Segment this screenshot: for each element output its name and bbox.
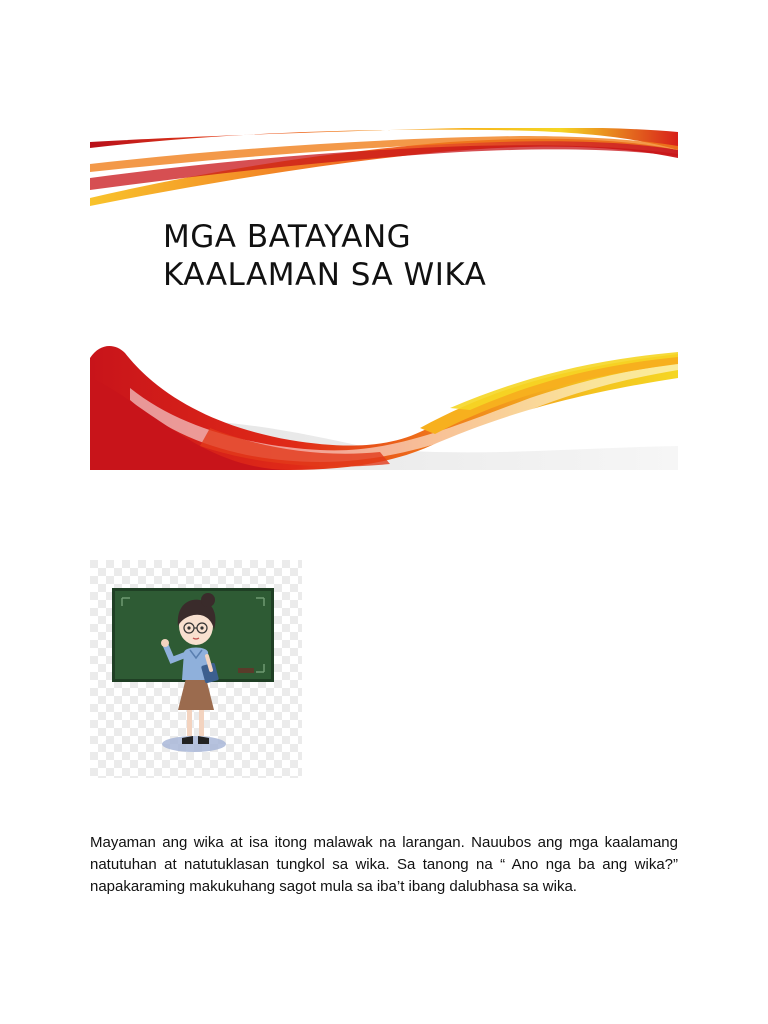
intro-paragraph: Mayaman ang wika at isa itong malawak na larangan. Nauubos ang mga kaalamang natutuhan at natutuklasan tungkol sa wika. Sa tanong na “ Ano nga ba ang wika?” napakaraming makukuhang sagot mula sa iba’t ibang dalubhasa sa wika. <box>90 834 678 895</box>
teacher-chalkboard-image <box>90 560 302 778</box>
bottom-swoosh <box>90 346 678 470</box>
decorative-swoosh-graphic <box>90 128 678 470</box>
slide-title-line-1: MGA BATAYANG <box>163 219 412 255</box>
slide-title <box>163 218 643 294</box>
title-slide <box>90 128 678 470</box>
slide-title-line-2: KAALAMAN SA WIKA <box>163 257 487 293</box>
top-swoosh <box>90 128 678 206</box>
teacher-illustration <box>90 560 302 778</box>
